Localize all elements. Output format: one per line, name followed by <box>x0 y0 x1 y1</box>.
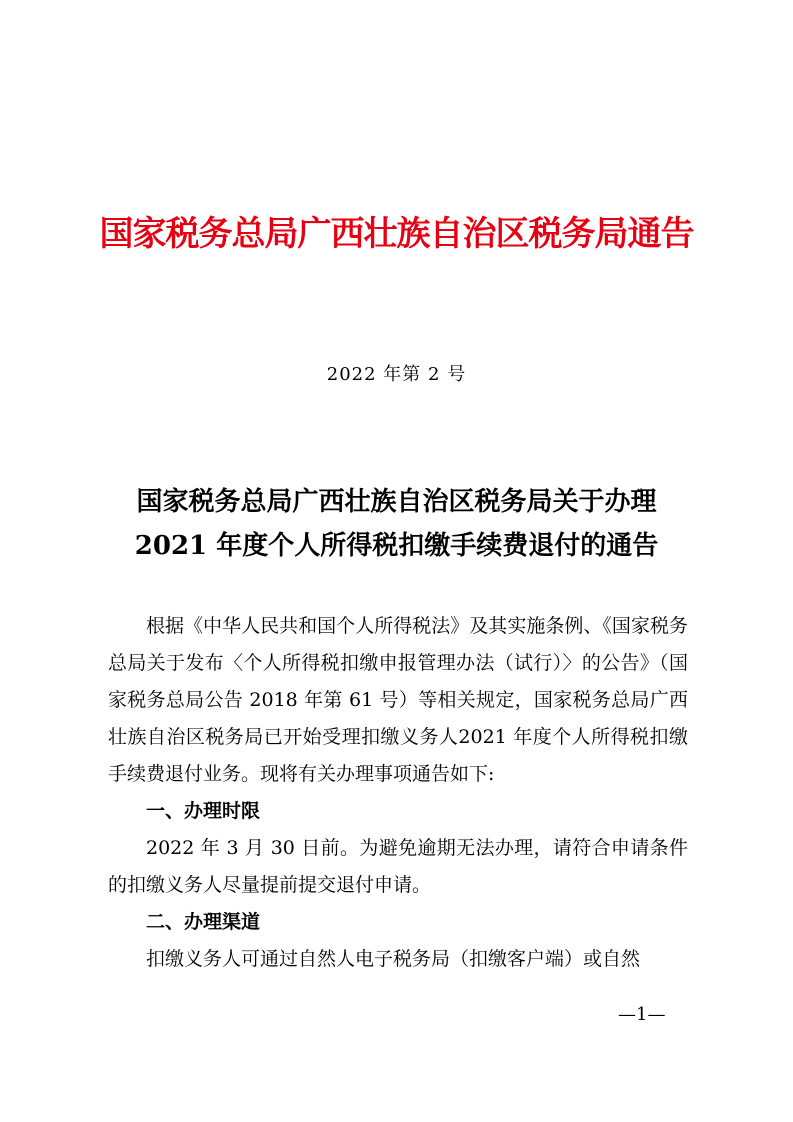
main-title <box>0 480 793 568</box>
doc-number: 2022 年第 2 号 <box>326 364 467 385</box>
section-2-text: 扣缴义务人可通过自然人电子税务局（扣缴客户端）或自然 <box>146 948 641 970</box>
main-title-line-1: 国家税务总局广西壮族自治区税务局关于办理 <box>136 487 657 517</box>
section-2-heading: 二、办理渠道 <box>146 911 261 933</box>
section-1-heading: 一、办理时限 <box>146 800 261 822</box>
page-number: —1— <box>618 1004 666 1025</box>
agency-header: 国家税务总局广西壮族自治区税务局通告 <box>99 214 694 254</box>
document-body <box>108 608 688 978</box>
intro-paragraph: 根据《中华人民共和国个人所得税法》及其实施条例、《国家税务总局关于发布〈个人所得税扣缴申报管理办法（试行）〉的公告》（国家税务总局公告 2018 年第 61 号）等相关规定，国家税务总局广西壮族自治区税务局已开始受理扣缴义务人2021 年度个人所得税扣缴手续费退付业务。现将有关办理事项通告如下: <box>108 615 688 785</box>
section-1-text: 2022 年 3 月 30 日前。为避免逾期无法办理，请符合申请条件的扣缴义务人尽量提前提交退付申请。 <box>108 837 688 896</box>
main-title-line-2: 2021 年度个人所得税扣缴手续费退付的通告 <box>134 531 659 561</box>
